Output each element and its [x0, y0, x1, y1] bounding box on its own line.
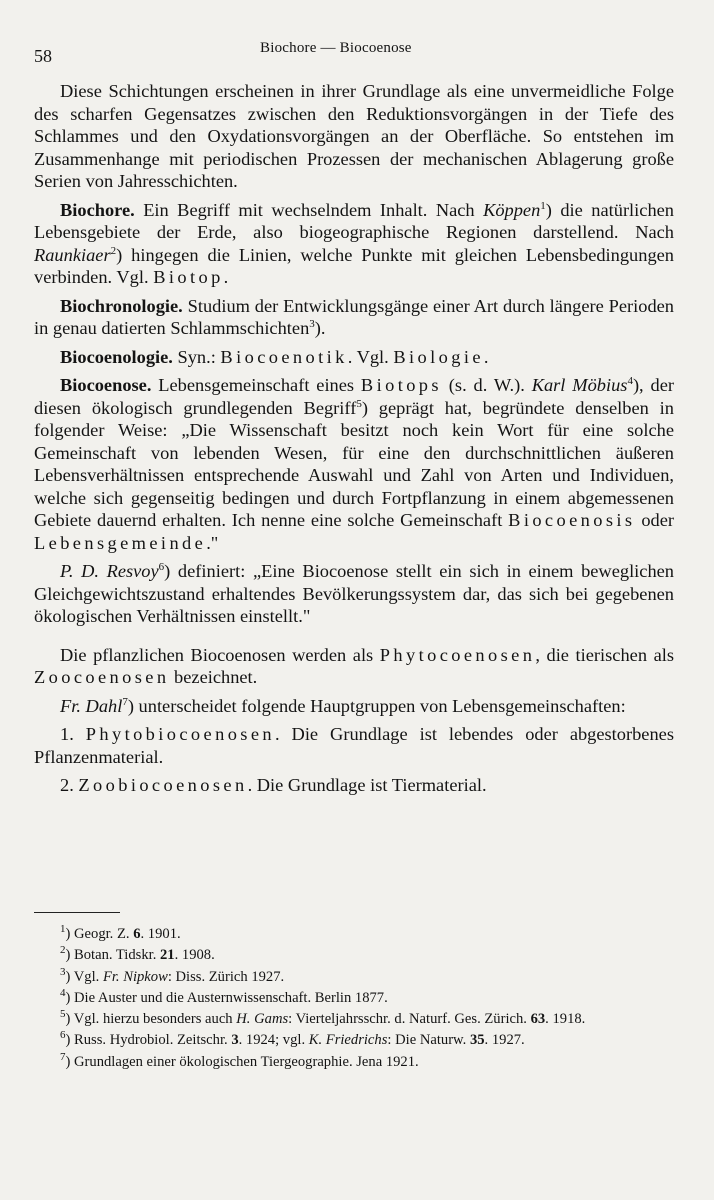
spaced-term: Phytocoenosen [379, 644, 536, 665]
paragraph-dahl: Fr. Dahl$^7$) unterscheidet folgende Hauptgruppen von Lebensgemeinschaften: [60, 695, 626, 716]
entry-biochore: Biochore. Ein Begriff mit wechselndem Inhalt. Nach Köppen$^1$) die natürlichen Lebensgebiete der Erde, also biogeographische Regionen darstellend. Nach Raunkiaer$^2$) hingegen die Linien, welche Punkte mit gleichen Lebensbedingungen verbinden. Vgl. Biotop. [34, 199, 674, 287]
list-number: 2. [60, 775, 74, 795]
page-number: 58 [34, 46, 52, 66]
author-name: Fr. Dahl [60, 695, 123, 716]
footnote-ref: 4 [627, 374, 633, 387]
entry-term: Biochronologie. [60, 295, 183, 316]
footnote-3: $^3$) Vgl. Fr. Nipkow: Diss. Zürich 1927. [60, 965, 285, 985]
footnote-1: $^1$) Geogr. Z. 6. 1901. [60, 923, 181, 942]
entry-term: Biochore. [60, 199, 135, 220]
footnote-ref: 7 [122, 695, 128, 708]
footnote-2: $^2$) Botan. Tidskr. 21. 1908. [60, 944, 215, 964]
footnote-5: $^5$) Vgl. hierzu besonders auch H. Gams: Vierteljahrsschr. d. Naturf. Ges. Zürich. 63. 1918. [60, 1008, 586, 1028]
cross-reference: Biotops [360, 375, 442, 395]
author-name: Raunkiaer [34, 244, 111, 265]
author-name: Karl Möbius [531, 375, 628, 395]
paragraph-schichtungen: Diese Schichtungen erscheinen in ihrer Grundlage als eine unvermeidliche Folge des scharfen Gegensatzes zwischen den Reduktionsvorgängen in der Tiefe des Schlammes und den Oxydationsvorgängen an der Oberfläche. So entstehen im Zusammenhange mit periodischen Prozessen der mechanischen Ablagerung große Serien von Jahresschichten. [34, 81, 674, 191]
entry-biocoenose: Biocoenose. Lebensgemeinschaft eines Biotops (s. d. W.). Karl Möbius$^4$), der diesen ökologisch grundlegenden Begriff$^5$) geprägt hat, begründete denselben in folgender Weise: „Die Wissenschaft besitzt noch kein Wort für eine solche Gemeinschaft von lebenden Wesen, für eine den durchschnittlichen äußeren Lebensverhältnissen entsprechende Auswahl und Zahl von Arten und Individuen, welche sich gegenseitig bedingen und durch Fortpflanzung in einem abgemessenen Gebiete dauernd erhalten. Ich nenne eine solche Gemeinschaft Biocoenosis oder Lebensgemeinde." [34, 374, 674, 553]
footnote-ref: 6 [158, 560, 165, 573]
author-name: P. D. Resvoy [60, 561, 159, 581]
entry-term: Biocoenose. [60, 375, 152, 395]
footnote-4: $^4$) Die Auster und die Austernwissenschaft. Berlin 1877. [60, 987, 388, 1006]
paragraph-resvoy: P. D. Resvoy$^6$) definiert: „Eine Biocoenose stellt ein sich in einem beweglichen Gleichgewichtszustand erhaltendes Bevölkerungssystem dar, das sich bei gegebenen ökologischen Verhältnissen einstellt." [34, 560, 675, 626]
footnotes [34, 924, 674, 1073]
page-header [34, 40, 674, 64]
list-number: 1. [60, 724, 74, 744]
footnote-ref: 2 [110, 244, 117, 257]
spaced-term: Lebensgemeinde [34, 532, 207, 553]
synonym: Biocoenotik [220, 346, 348, 367]
spaced-term: Biocoenosis [508, 510, 636, 530]
spaced-term: Phytobiocoenosen [85, 724, 275, 744]
footnote-7: $^7$) Grundlagen einer ökologischen Tiergeographie. Jena 1921. [60, 1050, 419, 1070]
entry-biochronologie: Biochronologie. Studium der Entwicklungsgänge einer Art durch längere Perioden in genau datierten Schlammschichten$^3$). [34, 295, 674, 338]
running-title: Biochore — Biocoenose [260, 40, 412, 56]
main-text [34, 80, 674, 803]
list-item: 1. Phytobiocoenosen. Die Grundlage ist lebendes oder abgestorbenes Pflanzenmaterial. [34, 724, 674, 767]
cross-reference: Biologie [393, 346, 484, 367]
list-item: 2. Zoobiocoenosen. Die Grundlage ist Tiermaterial. [60, 775, 487, 795]
paragraph-pflanzlichen: Die pflanzlichen Biocoenosen werden als Phytocoenosen, die tierischen als Zoocoenosen bezeichnet. [34, 644, 674, 687]
footnote-ref: 1 [540, 199, 546, 212]
footnote-ref: 5 [356, 397, 362, 410]
author-name: Köppen [483, 199, 541, 220]
entry-term: Biocoenologie. [60, 346, 173, 367]
spaced-term: Zoocoenosen [34, 667, 170, 687]
cross-reference: Biotop [153, 267, 224, 287]
entry-biocoenologie: Biocoenologie. Syn.: Biocoenotik. Vgl. Biologie. [60, 346, 489, 367]
footnote-ref: 3 [309, 317, 315, 330]
spaced-term: Zoobiocoenosen [78, 775, 248, 795]
footnote-6: $^6$) Russ. Hydrobiol. Zeitschr. 3. 1924; vgl. K. Friedrichs: Die Naturw. 35. 1927. [60, 1029, 525, 1049]
footnote-divider [34, 912, 120, 913]
